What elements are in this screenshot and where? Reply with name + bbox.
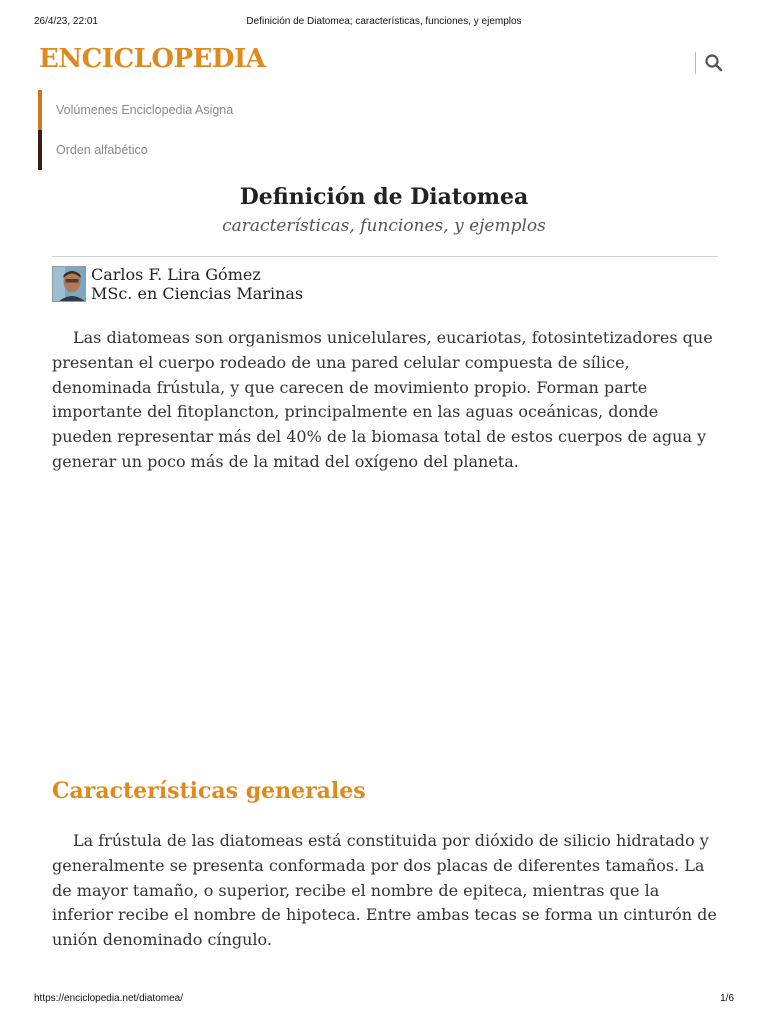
print-datetime: 26/4/23, 22:01: [34, 16, 98, 27]
print-page-title: Definición de Diatomea; características, funciones, y ejemplos: [246, 16, 522, 27]
author-name[interactable]: Carlos F. Lira Gómez: [91, 265, 261, 284]
article-title: Definición de Diatomea: [239, 184, 529, 210]
author-avatar[interactable]: [52, 266, 86, 302]
menu-item-label: Orden alfabético: [56, 143, 148, 157]
article-subtitle: características, funciones, y ejemplos: [222, 216, 546, 236]
section-paragraph: La frústula de las diatomeas está constituida por dióxido de silicio hidratado y generalmente se presenta conformada por dos placas de diferentes tamaños. La de mayor tamaño, o superior, recibe el nombre de epiteca, mientras que la inferior recibe el nombre de hipoteca. Entre ambas tecas se forma un cinturón de unión denominado cíngulo.: [52, 831, 717, 950]
site-logo[interactable]: ENCICLOPEDIA: [39, 44, 266, 74]
search-icon[interactable]: [704, 53, 724, 73]
menu-item-volumenes[interactable]: [38, 90, 278, 130]
print-url: https://enciclopedia.net/diatomea/: [34, 993, 183, 1004]
intro-paragraph: Las diatomeas son organismos unicelulares, eucariotas, fotosintetizadores que presentan el cuerpo rodeado de una pared celular compuesta de sílice, denominada frústula, y que carecen de movimiento propio. Forman parte importante del fitoplancton, principalmente en las aguas oceánicas, donde pueden representar más del 40% de la biomasa total de estos cuerpos de agua y generar un poco más de la mitad del oxígeno del planeta.: [52, 328, 713, 471]
section-heading: Características generales: [52, 778, 366, 804]
print-header: [34, 16, 734, 30]
title-divider: [52, 256, 718, 257]
print-page-number: 1/6: [720, 993, 734, 1004]
menu-item-bar: [38, 90, 42, 130]
author-role: MSc. en Ciencias Marinas: [91, 284, 304, 303]
menu-item-orden-alfabetico[interactable]: [38, 130, 278, 170]
menu-item-label: Volúmenes Enciclopedia Asigna: [56, 103, 234, 117]
side-menu: [38, 90, 278, 170]
print-footer: [34, 993, 734, 1007]
header-divider: [695, 52, 696, 74]
menu-item-bar: [38, 130, 42, 170]
